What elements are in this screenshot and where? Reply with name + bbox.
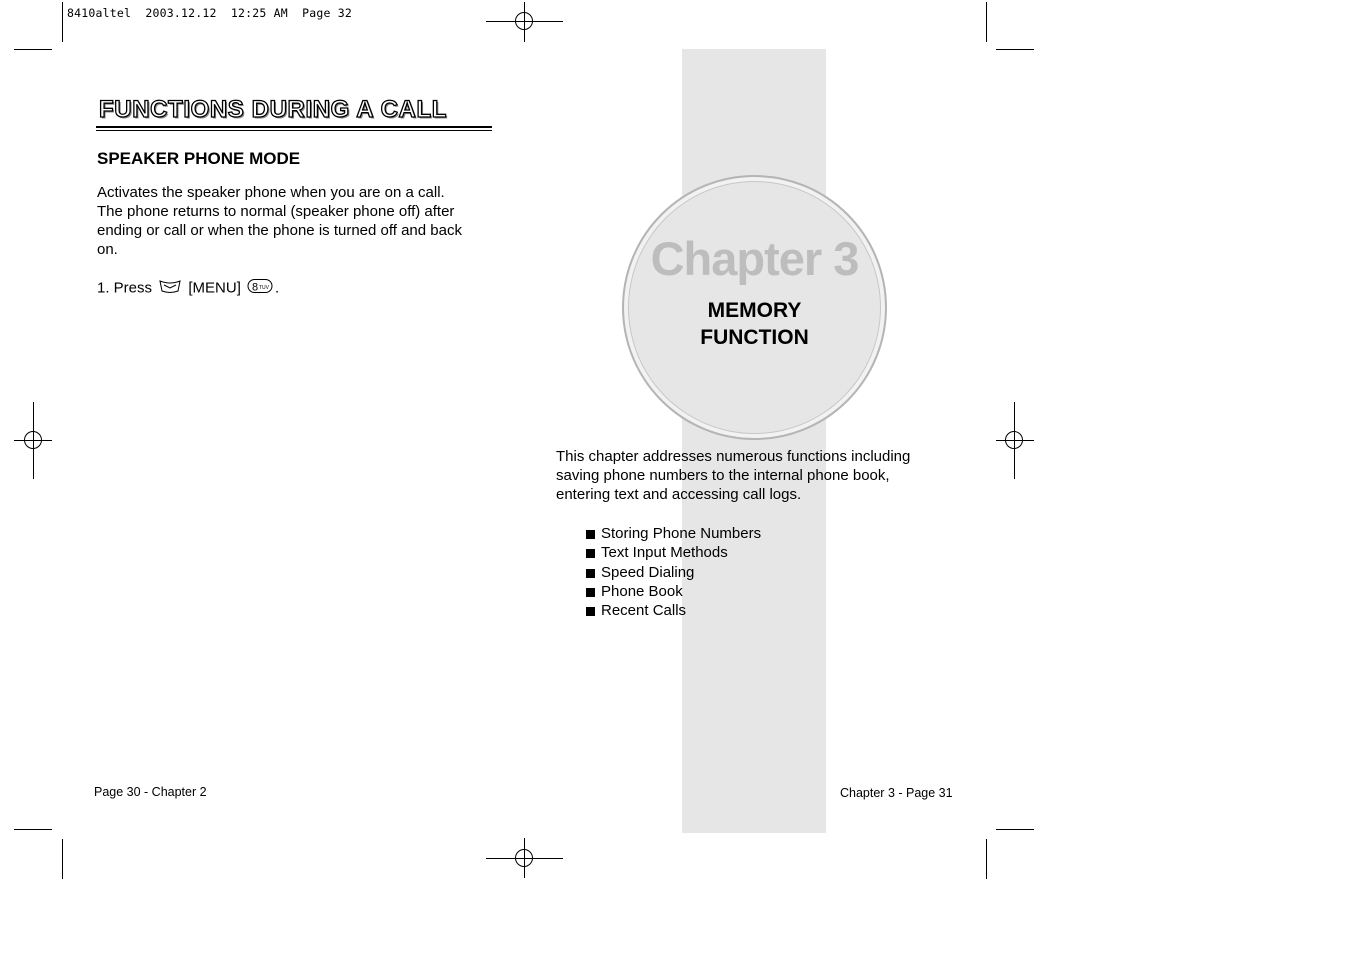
chapter-band [682, 49, 826, 833]
list-item [586, 601, 761, 620]
chapter-label: Chapter 3 [650, 232, 859, 285]
body-line: ending or call or when the phone is turned off and back [97, 222, 462, 239]
square-bullet-icon [586, 588, 595, 597]
crosshair-icon [515, 849, 533, 867]
list-item [586, 524, 761, 543]
softkey-icon [158, 278, 182, 299]
list-item [586, 563, 761, 582]
topic-label: Storing Phone Numbers [601, 525, 762, 542]
right-footer: Chapter 3 - Page 31 [840, 786, 953, 800]
topic-label: Phone Book [601, 582, 683, 600]
crop-mark [986, 839, 987, 879]
square-bullet-icon [586, 607, 595, 616]
topic-label: Recent Calls [601, 602, 687, 620]
body-line: on. [97, 241, 118, 258]
subheading: SPEAKER PHONE MODE [97, 149, 301, 168]
title-rule [96, 130, 492, 131]
intro-line: saving phone numbers to the internal phone book, [556, 467, 890, 484]
list-item [586, 543, 761, 562]
topic-list [586, 524, 761, 620]
intro-line: entering text and accessing call logs. [556, 486, 802, 503]
crop-mark [14, 49, 52, 50]
crosshair-icon [515, 12, 533, 30]
title-rule [96, 126, 492, 128]
crop-mark [986, 2, 987, 42]
key-letters: TUV [259, 285, 270, 291]
list-item [586, 582, 761, 601]
key-digit: 8 [252, 281, 259, 294]
body-paragraph [97, 183, 497, 259]
keypad-8-icon [247, 278, 273, 299]
chapter-name [622, 297, 887, 351]
intro-line: This chapter addresses numerous functions including [556, 448, 911, 465]
section-title: FUNCTIONS DURING A CALL [99, 96, 447, 123]
chapter-name-line: FUNCTION [700, 326, 809, 349]
square-bullet-icon [586, 530, 595, 539]
topic-label: Text Input Methods [601, 544, 728, 562]
crop-mark [62, 2, 63, 42]
step-instruction [97, 278, 279, 299]
crop-mark [996, 49, 1034, 50]
crop-mark [996, 829, 1034, 830]
chapter-name-line: MEMORY [707, 299, 802, 322]
crop-mark [62, 839, 63, 879]
step-suffix: . [275, 279, 280, 297]
menu-label: [MENU] [188, 279, 241, 297]
body-line: Activates the speaker phone when you are on a call. [97, 184, 445, 201]
left-footer: Page 30 - Chapter 2 [94, 785, 207, 799]
square-bullet-icon [586, 549, 595, 558]
crop-mark [14, 829, 52, 830]
square-bullet-icon [586, 569, 595, 578]
crosshair-icon [24, 431, 42, 449]
body-line: The phone returns to normal (speaker phone off) after [97, 203, 455, 220]
printer-slug: 8410altel 2003.12.12 12:25 AM Page 32 [67, 6, 352, 20]
step-prefix: 1. Press [97, 279, 153, 297]
topic-label: Speed Dialing [601, 563, 695, 581]
chapter-intro [556, 447, 956, 504]
crosshair-icon [1005, 431, 1023, 449]
